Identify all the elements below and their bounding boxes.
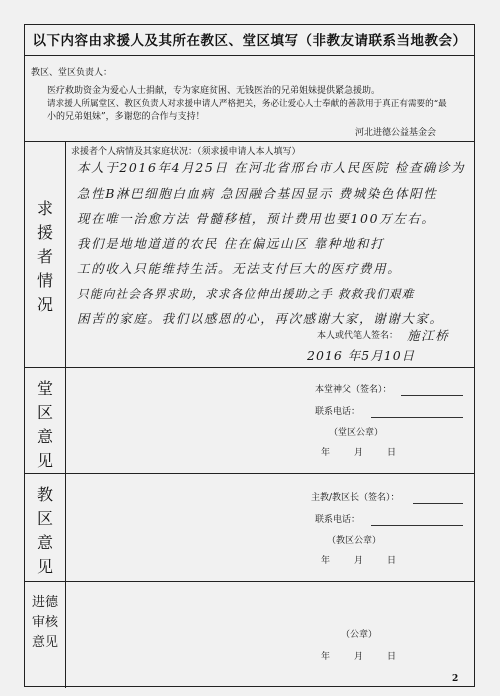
parish-seal: （堂区公章）	[329, 428, 384, 438]
parish-section-label: 堂 区 意 见	[36, 379, 53, 470]
diocese-seal: （教区公章）	[327, 536, 382, 546]
signer-label: 本人或代笔人签名：	[317, 331, 399, 341]
applicant-handwritten-line-7: 困苦的家庭。我们以感恩的心，再次感谢大家，谢谢大家。	[77, 311, 444, 326]
applicant-handwritten-line-3: 现在唯一治愈方法 骨髓移植，预计费用也要100万左右。	[77, 211, 436, 226]
diocese-phone-label: 联系电话：	[315, 515, 361, 525]
divider	[25, 473, 474, 474]
page-number: 2	[452, 674, 459, 684]
diocese-bishop-label: 主教/教区长（签名）：	[311, 493, 400, 503]
parish-priest-label: 本堂神父（签名）：	[315, 385, 392, 395]
intro-signature: 河北进德公益基金会	[355, 128, 437, 138]
parish-date: 年 月 日	[321, 448, 399, 458]
jinde-date: 年 月 日	[321, 652, 399, 662]
applicant-handwritten-line-5: 工的收入只能维持生活。无法支付巨大的医疗费用。	[77, 261, 402, 276]
diocese-bishop-signature-field[interactable]	[413, 503, 463, 504]
divider	[25, 367, 474, 368]
applicant-handwritten-line-1: 本人于2016年4月25日 在河北省邢台市人民医院 检查确诊为	[77, 160, 466, 175]
parish-phone-field[interactable]	[371, 417, 463, 418]
form-table	[24, 24, 475, 687]
intro-line-2: 请求援人所属堂区、教区负责人对求援申请人严格把关，务必让爱心人士奉献的善款用于真正有需要的“最	[47, 99, 447, 109]
jinde-seal: （公章）	[341, 630, 378, 640]
signer-signature: 施江桥	[407, 328, 450, 343]
divider	[25, 581, 474, 582]
divider	[25, 55, 474, 56]
form-header: 以下内容由求援人及其所在教区、堂区填写（非教友请联系当地教会）	[32, 33, 467, 49]
applicant-handwritten-line-4: 我们是地地道道的农民 住在偏远山区 靠种地和打	[77, 236, 385, 251]
signed-date: 2016 年5月10日	[307, 348, 416, 363]
intro-line-1: 医疗救助资金为爱心人士捐献，专为家庭贫困、无钱医治的兄弟姐妹提供紧急援助。	[47, 86, 381, 96]
parish-phone-label: 联系电话：	[315, 407, 361, 417]
leaders-label: 教区、堂区负责人：	[31, 68, 113, 78]
jinde-review-label: 进德 审核 意见	[31, 595, 58, 650]
applicant-handwritten-line-2: 急性B淋巴细胞白血病 急因融合基因显示 费城染色体阳性	[77, 186, 438, 201]
applicant-section-label: 求 援 者 情 况	[36, 199, 53, 314]
label-column-divider	[65, 141, 66, 688]
diocese-date: 年 月 日	[321, 556, 399, 566]
diocese-phone-field[interactable]	[371, 525, 463, 526]
diocese-section-label: 教 区 意 见	[36, 485, 53, 576]
intro-line-3: 小的兄弟姐妹”，多谢您的合作与支持！	[47, 112, 205, 122]
applicant-instruction: 求援者个人病情及其家庭状况：（须求援申请人本人填写）	[71, 147, 301, 157]
parish-priest-signature-field[interactable]	[401, 395, 463, 396]
applicant-handwritten-line-6: 只能向社会各界求助，求求各位伸出援助之手 救救我们艰难	[77, 287, 415, 301]
divider	[25, 141, 474, 142]
